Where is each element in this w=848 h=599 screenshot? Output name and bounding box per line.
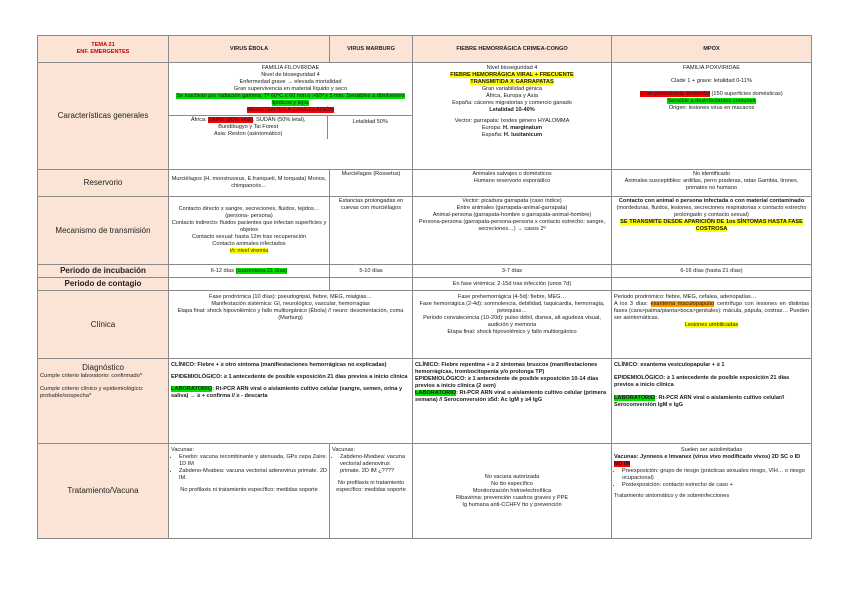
text-tto-mpox-no-im: NO IM bbox=[614, 461, 631, 467]
text-mecanismo-crimea-4: Persona-persona (garrapata-persona-persona x contacto estrecho: sangre, secreciones…) → casos 2º bbox=[418, 219, 606, 232]
row-label-clinica: Clínica bbox=[38, 291, 169, 359]
text-mecanismo-ebola-3: Contacto sexual: hasta 12m tras recuperación bbox=[191, 234, 307, 240]
text-mecanismo-crimea-3: Animal-persona (garrapata-hombre o garrapata-animal-hombre) bbox=[432, 212, 592, 218]
text-crimea-espana: España: cáceres migratorias y comercio ganado bbox=[452, 100, 572, 106]
text-crimea-garrapatas: TRANSMITIDA X GARRAPATAS bbox=[470, 79, 554, 85]
text-diagnostico-probable: Cumple criterio clínico y epidemiológico: probable/sospecha* bbox=[40, 386, 144, 399]
topic-title bbox=[38, 36, 169, 63]
list-item bbox=[179, 468, 327, 482]
cell-incubacion-mpox: 6-16 días (hasta 21 días) bbox=[612, 265, 812, 278]
cell-diagnostico-ebola-marburg bbox=[169, 359, 413, 444]
text-tto-crimea-1: No vacuna autorizada bbox=[484, 473, 540, 480]
text-resistentes-congelacion: RESISTENTES A CONGELACIÓN bbox=[247, 107, 334, 113]
text-diagnostico-lab-crimea-label: LABORATORIO bbox=[415, 390, 457, 396]
text-familia-poxviridae: FAMILIA POXVIRIDAE bbox=[683, 65, 740, 71]
text-mecanismo-ebola-4: Contacto animales infectados bbox=[212, 241, 286, 247]
text-supervivencia: Gran supervivencia en material líquido y seco bbox=[233, 86, 348, 92]
text-enfermedad-grave: Enfermedad grave → elevada mortalidad bbox=[239, 79, 342, 85]
text-mecanismo-ebola-2: Contacto indirecto: fluidos pacientes que infectan superficies y objetos bbox=[171, 220, 327, 233]
cell-caracteristicas-ebola-marburg bbox=[169, 63, 413, 170]
text-bundibugyo: Bundibugyo y Tai Forest bbox=[218, 124, 279, 130]
text-inactivacion: Se inactivan por radiación gamma, Tª 60ºC x 60 min o >60º x 5 min. Sensibles a disolventes lipídicos y lejía. bbox=[176, 93, 405, 106]
cell-reservorio-ebola: Murciélagos (H. monstruosus, E.franqueti, M torquata) Monos, chimpancés… bbox=[169, 170, 330, 197]
text-mecanismo-ebola-1: Contacto directo x sangre, secreciones, fluidos, tejidos… (persona- persona) bbox=[178, 206, 320, 219]
text-clinica-sistemica: Manifestación sistémica: GI, neurológico, vascular, hemorragias bbox=[211, 301, 370, 307]
text-crimea-europa-label: Europa: bbox=[481, 125, 503, 131]
cell-reservorio-mpox bbox=[612, 170, 812, 197]
text-crimea-variabilidad: Gran variabilidad génica bbox=[481, 86, 543, 92]
text-crimea-bioseguridad: Nivel bioseguridad 4 bbox=[486, 65, 538, 71]
text-mpox-persistencia: Gran persistencia ambiental bbox=[640, 91, 710, 97]
list-item bbox=[622, 482, 809, 489]
row-label-tratamiento: Tratamiento/Vacuna bbox=[38, 444, 169, 539]
text-reservorio-mpox-2: Animales susceptibles: ardillas, perro praderas, ratas Gambia, lirones, primates no humano bbox=[624, 178, 799, 191]
comparison-table bbox=[37, 35, 812, 539]
text-zabdeno-marburg: Zabdeno-Mvabea: vacuna vectorial adenovirus primate. 2D IM ¿???? bbox=[340, 454, 405, 474]
row-mecanismo bbox=[38, 197, 812, 265]
cell-caracteristicas-mpox bbox=[612, 63, 812, 170]
text-clinica-mpox-fases: centrífugo con lesiones en distintas fases (cara>palma/planta>boca>genitales): mácula, pápula, costras… Pueden ser asintomáticas. bbox=[614, 301, 809, 321]
text-clinica-crimea-1: Fase prehemorrágica (4-5d): fiebre, MEG… bbox=[457, 294, 567, 300]
row-label-incubacion: Periodo de incubación bbox=[38, 265, 169, 278]
text-diagnostico-clinico-crimea: CLÍNICO: Fiebre repentina + ≥ 2 síntomas bruscos (manifiestaciones hemorrágicas, trombocitopenia y/o prolonga TP) bbox=[415, 362, 598, 375]
list-vacunas-ebola bbox=[171, 454, 327, 482]
text-clinica-umbilicadas: Lesiones umbilicadas bbox=[684, 322, 739, 328]
text-tto-mpox-autolimitadas: Suelen ser autolimitadas bbox=[680, 447, 743, 453]
text-diagnostico-epi-mpox: EPIDEMIOLÓGICO: ≥ 1 antecedente de posible exposición 21 días previos a inicio clínica bbox=[614, 375, 790, 388]
cell-tratamiento-mpox bbox=[612, 444, 812, 539]
text-diagnostico-lab-ebola-label: LABORATORIO bbox=[171, 386, 213, 392]
text-cuarentena: (cuarentena 21 días) bbox=[235, 267, 288, 274]
text-ervebo: Ervebo: vacuna recombinante y atenuada, GPs cepa Zaire. 1D IM bbox=[179, 454, 327, 467]
row-clinica bbox=[38, 291, 812, 359]
cell-clinica-crimea bbox=[413, 291, 612, 359]
text-mecanismo-mpox-1: Contacto con animal o persona infectada o con material contaminado bbox=[618, 198, 805, 204]
cell-caracteristicas-crimea bbox=[413, 63, 612, 170]
text-reservorio-crimea-1: Animales salvajes o domésticos bbox=[472, 171, 552, 177]
text-mecanismo-ebola-viremia: r/c nivel viremia bbox=[229, 248, 269, 254]
text-crimea-lusitanicum: H. lusitanicum bbox=[503, 132, 543, 138]
row-label-caracteristicas: Características generales bbox=[38, 63, 169, 170]
text-marburg-letalidad: Letalidad 50% bbox=[352, 119, 388, 125]
text-reservorio-crimea-2: Humano reservorio esporádico bbox=[473, 178, 551, 184]
cell-mecanismo-crimea bbox=[413, 197, 612, 265]
text-diagnostico-confirmado: Cumple criterio laboratorio: confirmado* bbox=[40, 373, 143, 379]
text-crimea-vector: Vector: garrapata: Ixodes género HYALOMMA bbox=[454, 118, 570, 124]
cell-incubacion-ebola bbox=[169, 265, 330, 278]
row-label-contagio: Periodo de contagio bbox=[38, 278, 169, 291]
cell-clinica-ebola-marburg bbox=[169, 291, 413, 359]
cell-incubacion-crimea: 3-7 días bbox=[413, 265, 612, 278]
text-diagnostico-lab-crimea: : Rt-PCR ARN viral o aislamiento cultivo celular (primera semana) // Seroconversión ≥5d: Ac IgM y ≥4 IgG bbox=[415, 390, 607, 403]
cell-diagnostico-mpox bbox=[612, 359, 812, 444]
row-incubacion bbox=[38, 265, 812, 278]
cell-clinica-mpox bbox=[612, 291, 812, 359]
text-tto-mpox-vacunas: Vacunas: Jynneos e Imvanex (virus vivo modificado vivos) 2D SC o ID bbox=[614, 454, 801, 460]
text-africa-label: África: bbox=[190, 117, 209, 123]
text-no-profilaxis-marburg: No profilaxis ni tratamiento específico: medidas soporte bbox=[336, 480, 406, 493]
list-vacunas-marburg bbox=[332, 454, 410, 475]
row-label-diagnostico-cell bbox=[38, 359, 169, 444]
cell-tratamiento-marburg bbox=[330, 444, 413, 539]
row-diagnostico bbox=[38, 359, 812, 444]
text-no-profilaxis-ebola: No profilaxis ni tratamiento específico: medidas soporte bbox=[180, 487, 318, 493]
cell-incubacion-marburg: 5-10 días bbox=[330, 265, 413, 278]
text-diagnostico-clinico-mpox: CLÍNICO: exantema vesiculopapular + ≥ 1 bbox=[614, 362, 725, 368]
row-tratamiento bbox=[38, 444, 812, 539]
text-zabdeno: Zabdeno-Mvabea: vacuna vectorial adenovirus primate. 2D IM. bbox=[179, 468, 327, 481]
text-diagnostico-lab-mpox: : Rt-PCR ARN viral o aislamiento cultivo celular// Seroconversión IgM e IgG bbox=[614, 395, 785, 408]
row-label-mecanismo: Mecanismo de transmisión bbox=[38, 197, 169, 265]
text-asia-reston: Asia: Reston (asintomático) bbox=[214, 131, 283, 137]
text-incubacion-ebola: 6-12 días bbox=[210, 267, 236, 274]
row-caracteristicas bbox=[38, 63, 812, 170]
cell-reservorio-marburg: Murciélagos (Rossetus) bbox=[330, 170, 413, 197]
text-vacunas-ebola-title: Vacunas: bbox=[171, 447, 194, 453]
cell-mecanismo-ebola bbox=[169, 197, 330, 265]
list-item bbox=[340, 454, 410, 475]
text-clinica-crimea-3: Periodo convalecencia (10-20d): pulso débil, disnea, alt agudeza visual, audición y memoria bbox=[423, 315, 601, 328]
col-header-marburg: VIRUS MARBURG bbox=[330, 36, 413, 63]
text-diagnostico-lab-mpox-label: LABORATORIO bbox=[614, 395, 656, 401]
row-contagio bbox=[38, 278, 812, 291]
text-tto-crimea-4: Ribavirina: prevención cuadros graves y PPE bbox=[455, 494, 569, 501]
cell-mecanismo-marburg: Estancias prolongadas en cuevas con murciélagos bbox=[330, 197, 413, 265]
text-tto-crimea-2: No tto específico bbox=[491, 480, 533, 487]
cell-tratamiento-ebola bbox=[169, 444, 330, 539]
text-crimea-marginatum: H. marginatum bbox=[502, 125, 543, 131]
text-diagnostico-epi-crimea: EPIDEMIOLÓGICO: ≥ 1 antecedente de posible exposición 10-14 días previos a inicio clínica (2 sem) bbox=[415, 376, 599, 389]
cell-mecanismo-mpox bbox=[612, 197, 812, 265]
cell-contagio-mpox bbox=[612, 278, 812, 291]
text-mpox-origen: Origen: lesiones virus en macacos bbox=[668, 105, 755, 111]
text-bioseguridad: Nivel de bioseguridad 4 bbox=[261, 72, 320, 78]
cell-reservorio-crimea bbox=[413, 170, 612, 197]
text-sudan: , SUDÁN (50% letal), bbox=[253, 117, 306, 123]
text-clinica-exantema: exantema maculopapular bbox=[650, 301, 715, 307]
text-mecanismo-mpox-3: SE TRANSMITE DESDE APARICIÓN DE 1os SÍNTOMAS HASTA FASE COSTROSA bbox=[620, 219, 803, 232]
text-tto-crimea-3: Monitorización hidroelectrolítica bbox=[472, 487, 552, 494]
text-clinica-crimea-4: Etapa final: shock hipovolémico y fallo multiorgánico bbox=[447, 329, 577, 335]
text-diagnostico-epi-ebola: EPIDEMIOLÓGICO: ≥ 1 antecedente de posible exposición 21 días previos a inicio clínica bbox=[171, 374, 408, 380]
text-clinica-mpox-1: Periodo prodrómico: fiebre, MEG, cefalea, adenopatías… bbox=[614, 294, 757, 300]
row-label-diagnostico: Diagnóstico bbox=[82, 363, 124, 372]
text-postexposicion: Postexposición: contacto estrecho de caso + bbox=[622, 482, 733, 488]
text-diagnostico-lab-ebola: : Rt-PCR ARN viral o aislamiento cultivo celular (sangre, semen, orina y saliva) → ≥ + confirma // ≥ - descarta bbox=[171, 386, 403, 399]
row-label-reservorio: Reservorio bbox=[38, 170, 169, 197]
row-reservorio bbox=[38, 170, 812, 197]
cell-contagio-ebola bbox=[169, 278, 330, 291]
text-tto-crimea-5: Ig humana anti-CCHFV tto y prevención bbox=[462, 501, 562, 508]
list-item bbox=[179, 454, 327, 468]
text-crimea-continentes: África, Europa y Asia bbox=[486, 93, 538, 99]
text-reservorio-mpox-1: No identificado bbox=[692, 171, 730, 177]
text-tto-mpox-sintomatico: Tratamiento sintomático y de sobreinfecciones bbox=[614, 493, 730, 499]
text-crimea-letalidad: Letalidad 10-40% bbox=[489, 107, 535, 113]
text-diagnostico-clinico-ebola: CLÍNICO: Fiebre + ≥ otro síntoma (manifiestaciones hemorrágicas no explicadas) bbox=[171, 362, 387, 368]
text-crimea-espana-label: España: bbox=[481, 132, 504, 138]
text-familia-filoviridae: FAMILIA FILOVIRIDAE bbox=[261, 65, 320, 71]
text-clinica-crimea-2: Fase hemorrágica (2-4d): somnolencia, debilidad, taquicardia, hemorragia, petequias… bbox=[419, 301, 605, 314]
col-header-mpox: MPOX bbox=[612, 36, 812, 63]
topic-subtitle: ENF. EMERGENTES bbox=[76, 49, 130, 55]
text-clinica-etapa-final: Etapa final: shock hipovolémico y fallo multiorgánico (Ébola) // neuro: desorientación, coma (Marburg) bbox=[177, 308, 404, 321]
text-mpox-desinfectantes: Sensible a desinfectantes comunes bbox=[667, 98, 756, 104]
text-clinica-prodromica: Fase prodrómica (10 días): pseudogripal, fiebre, MEG, mialgias… bbox=[209, 294, 372, 300]
cell-diagnostico-crimea bbox=[413, 359, 612, 444]
list-tto-mpox bbox=[614, 468, 809, 489]
text-mecanismo-crimea-1: Vector: picadura garrapata (caso índice) bbox=[462, 198, 562, 204]
text-mecanismo-mpox-2: (mordeduras, fluidos, lesiones, secreciones respiratorias x contacto estrecho prolongado y contacto sexual) bbox=[616, 205, 807, 218]
col-header-crimea-congo: FIEBRE HEMORRÁGICA CRIMEA-CONGO bbox=[413, 36, 612, 63]
cell-tratamiento-crimea bbox=[413, 444, 612, 539]
col-header-ebola: VIRUS ÉBOLA bbox=[169, 36, 330, 63]
topic-number: TEMA 21 bbox=[91, 42, 115, 48]
text-vacunas-marburg-title: Vacunas: bbox=[332, 447, 355, 453]
cell-contagio-marburg bbox=[330, 278, 413, 291]
list-item bbox=[622, 468, 809, 482]
text-mpox-superficies: (150 superficies domésticas) bbox=[709, 91, 783, 97]
text-zaire: ZAIRE (80% letal) bbox=[208, 117, 254, 123]
text-clinica-mpox-3dias: A los 3 días: bbox=[614, 301, 651, 307]
text-crimea-frecuente: FIEBRE HEMORRÁGICA VIRAL + FRECUENTE bbox=[450, 72, 574, 78]
cell-contagio-crimea: En fase virémica: 2-15d tras infección (unos 7d) bbox=[413, 278, 612, 291]
text-mpox-clade: Clade 1 + grave: letalidad 0-11% bbox=[671, 78, 752, 84]
header-row bbox=[38, 36, 812, 63]
text-mecanismo-crimea-2: Entre animales (garrapata-animal-garrapata) bbox=[456, 205, 568, 211]
text-preexposicion: Preexposición: grupo de riesgo (prácticas sexuales riesgo, VIH… o riesgo ocupacional) bbox=[622, 468, 805, 481]
